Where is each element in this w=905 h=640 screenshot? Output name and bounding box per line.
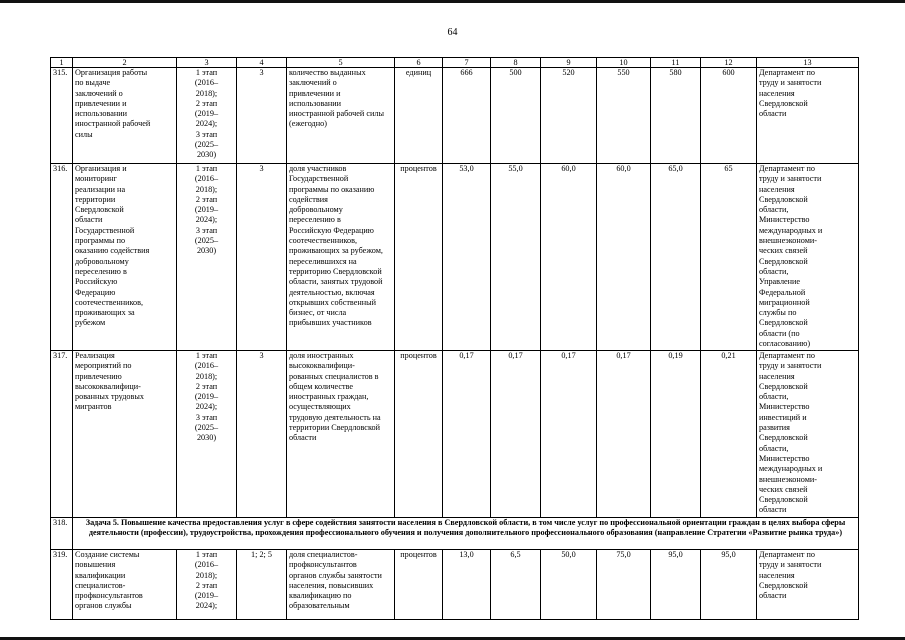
value-cell: 0,17 — [491, 351, 541, 518]
indicator: количество выданных заключений о привлечении и использовании иностранной рабочей силы (ежегодно) — [287, 68, 395, 164]
value-cell: 65 — [701, 164, 757, 351]
value-cell: 580 — [651, 68, 701, 164]
stages: 1 этап (2016– 2018); 2 этап (2019– 2024); 3 этап (2025– 2030) — [177, 68, 237, 164]
unit: процентов — [395, 164, 443, 351]
value-cell: 13,0 — [443, 550, 491, 620]
col-header: 12 — [701, 58, 757, 68]
goal-ref: 3 — [237, 164, 287, 351]
col-header: 8 — [491, 58, 541, 68]
stages: 1 этап (2016– 2018); 2 этап (2019– 2024); 3 этап (2025– 2030) — [177, 351, 237, 518]
col-header: 10 — [597, 58, 651, 68]
value-cell: 60,0 — [541, 164, 597, 351]
goal-ref: 3 — [237, 351, 287, 518]
value-cell: 6,5 — [491, 550, 541, 620]
unit: процентов — [395, 550, 443, 620]
value-cell: 666 — [443, 68, 491, 164]
executor: Департамент по труду и занятости населения Свердловской области — [757, 550, 859, 620]
indicator: доля иностранных высококвалифици- рованных специалистов в общем количестве иностранных граждан, осуществляющих трудовую деятельность на территории Свердловской области — [287, 351, 395, 518]
stages: 1 этап (2016– 2018); 2 этап (2019– 2024); — [177, 550, 237, 620]
indicators-table — [50, 57, 859, 620]
col-header: 5 — [287, 58, 395, 68]
value-cell: 0,19 — [651, 351, 701, 518]
column-number-row — [51, 58, 859, 68]
value-cell: 0,17 — [443, 351, 491, 518]
unit: процентов — [395, 351, 443, 518]
value-cell: 75,0 — [597, 550, 651, 620]
activity-name: Организация работы по выдаче заключений о привлечении и использовании иностранной рабочей силы — [73, 68, 177, 164]
activity-name: Создание системы повышения квалификации специалистов- профконсультантов органов службы — [73, 550, 177, 620]
col-header: 9 — [541, 58, 597, 68]
activity-name: Организация и мониторинг реализации на территории Свердловской области Государственной программы по оказанию содействия добровольному переселению в Российскую Федерацию соотечественников, проживающих за рубежом — [73, 164, 177, 351]
row-number: 317. — [51, 351, 73, 518]
row-number: 315. — [51, 68, 73, 164]
value-cell: 95,0 — [701, 550, 757, 620]
activity-name: Реализация мероприятий по привлечению высококвалифици- рованных трудовых мигрантов — [73, 351, 177, 518]
goal-ref: 1; 2; 5 — [237, 550, 287, 620]
top-scan-edge — [0, 0, 905, 3]
value-cell: 600 — [701, 68, 757, 164]
value-cell: 95,0 — [651, 550, 701, 620]
value-cell: 520 — [541, 68, 597, 164]
value-cell: 53,0 — [443, 164, 491, 351]
task-heading: Задача 5. Повышение качества предоставления услуг в сфере содействия занятости населения в Свердловской области, в том числе услуг по профессиональной ориентации граждан в целях выбора сферы деятельности (профессии), трудоустройства, прохождения профессионального обучения и получения дополнительного профессионального образования (направление Стратегии «Развитие рынка труда») — [73, 518, 859, 550]
col-header: 2 — [73, 58, 177, 68]
table-row — [51, 68, 859, 164]
col-header: 7 — [443, 58, 491, 68]
row-number: 316. — [51, 164, 73, 351]
value-cell: 500 — [491, 68, 541, 164]
col-header: 3 — [177, 58, 237, 68]
table-row — [51, 351, 859, 518]
row-number: 318. — [51, 518, 73, 550]
value-cell: 0,21 — [701, 351, 757, 518]
col-header: 6 — [395, 58, 443, 68]
unit: единиц — [395, 68, 443, 164]
page-number: 64 — [447, 27, 458, 38]
row-number: 319. — [51, 550, 73, 620]
col-header: 4 — [237, 58, 287, 68]
executor: Департамент по труду и занятости населения Свердловской области, Министерство международных и внешнеэкономи- ческих связей Свердловской области, Управление Федеральной миграционной службы по Свердловской области (по согласованию) — [757, 164, 859, 351]
table-row — [51, 164, 859, 351]
value-cell: 0,17 — [597, 351, 651, 518]
col-header: 13 — [757, 58, 859, 68]
value-cell: 550 — [597, 68, 651, 164]
executor: Департамент по труду и занятости населения Свердловской области — [757, 68, 859, 164]
task-row — [51, 518, 859, 550]
indicator: доля участников Государственной программы по оказанию содействия добровольному переселению в Российскую Федерацию соотечественников, проживающих за рубежом, переселившихся на территорию Свердловской области, занятых трудовой деятельностью, включая открывших собственный бизнес, от числа прибывших участников — [287, 164, 395, 351]
table-row — [51, 550, 859, 620]
value-cell: 0,17 — [541, 351, 597, 518]
value-cell: 65,0 — [651, 164, 701, 351]
value-cell: 55,0 — [491, 164, 541, 351]
stages: 1 этап (2016– 2018); 2 этап (2019– 2024); 3 этап (2025– 2030) — [177, 164, 237, 351]
executor: Департамент по труду и занятости населения Свердловской области, Министерство инвестиций и развития Свердловской области, Министерство международных и внешнеэкономи- ческих связей Свердловской области — [757, 351, 859, 518]
value-cell: 50,0 — [541, 550, 597, 620]
col-header: 11 — [651, 58, 701, 68]
indicator: доля специалистов- профконсультантов органов службы занятости населения, повысивших квалификацию по образовательным — [287, 550, 395, 620]
goal-ref: 3 — [237, 68, 287, 164]
value-cell: 60,0 — [597, 164, 651, 351]
col-header: 1 — [51, 58, 73, 68]
